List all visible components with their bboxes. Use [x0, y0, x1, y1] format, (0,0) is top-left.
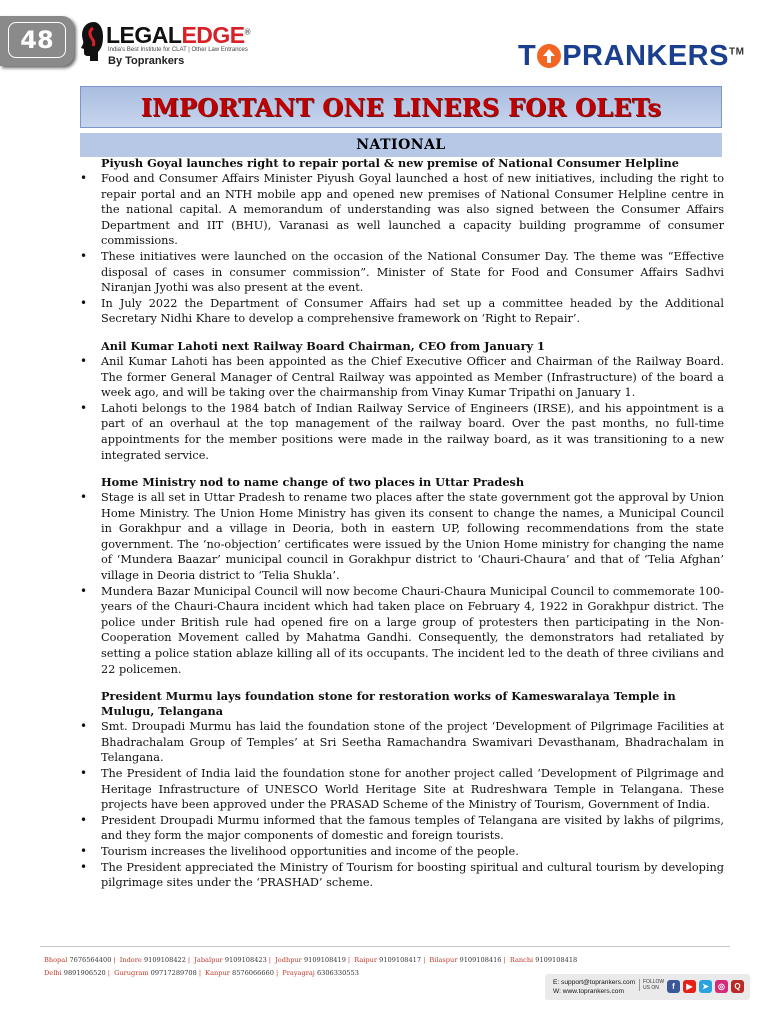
- phone-number[interactable]: 9891906520: [63, 969, 106, 977]
- bullet-item: • The President appreciated the Ministry of Tourism for boosting spiritual and cultural tourism by developing pilgrimage sites under the ‘PRASHAD’ scheme.: [78, 860, 724, 891]
- bullet-item: • Mundera Bazar Municipal Council will now become Chauri-Chaura Municipal Council to commemorate 100-years of the Chauri-Chaura incident which had taken place on February 4, 1922 in Gorakhpur district. The police under British rule had opened fire on a large group of protesters then participating in the Non-Cooperation Movement called by Mahatma Gandhi. Consequently, the demonstrators had retaliated by setting a police station ablaze killing all of its occupants. The incident led to the death of three civilians and 22 policemen.: [78, 584, 724, 678]
- phone-number[interactable]: 09717289708: [150, 969, 197, 977]
- bullet-list: [78, 490, 724, 677]
- support-email[interactable]: E: support@toprankers.com: [553, 979, 636, 986]
- city-name: Indore: [119, 956, 142, 964]
- legaledge-byline: By Toprankers: [108, 55, 185, 67]
- article: [78, 156, 724, 327]
- city-name: Kanpur: [205, 969, 230, 977]
- phone-number[interactable]: 9109108416: [459, 956, 502, 964]
- article: [78, 339, 724, 463]
- phone-number[interactable]: 9109108423: [224, 956, 267, 964]
- phone-number[interactable]: 8576066660: [232, 969, 274, 977]
- bullet-item: • Smt. Droupadi Murmu has laid the foundation stone of the project ‘Development of Pilgrimage Facilities at Bhadrachalam Group of Temples’ at Sri Seetha Ramachandra Swamivari Devasthanam, Bhadrachalam in Telangana.: [78, 719, 724, 766]
- toprankers-logo: [518, 40, 744, 73]
- article-headline: President Murmu lays foundation stone for restoration works of Kameswaralaya Temple in Mulugu, Telangana: [101, 689, 676, 719]
- phone-number[interactable]: 7676564400: [69, 956, 112, 964]
- phone-number[interactable]: 9109108417: [379, 956, 422, 964]
- article: [78, 475, 724, 677]
- quora-icon[interactable]: Q: [731, 980, 744, 993]
- footer-divider: [40, 946, 730, 947]
- section-title: NATIONAL: [356, 137, 446, 153]
- bullet-item: • In July 2022 the Department of Consumer Affairs had set up a committee headed by the Additional Secretary Nidhi Khare to develop a comprehensive framework on ‘Right to Repair’.: [78, 296, 724, 327]
- bullet-item: • Lahoti belongs to the 1984 batch of Indian Railway Service of Engineers (IRSE), and his appointment is a part of an overhaul at the top management of the railway board. Over the past months, no full-time appointments for the member positions were made in the railway board, as it was transitioning to a new integrated service.: [78, 401, 724, 463]
- page-number-badge: [0, 16, 74, 66]
- bullet-item: • Food and Consumer Affairs Minister Piyush Goyal launched a host of new initiatives, including the right to repair portal and an NTH mobile app and opened new premises of National Consumer Helpline centre in the national capital. A memorandum of understanding was also signed between the Consumer Affairs Department and IIT (BHU), Varanasi as well launched a capacity building programme of consumer commissions.: [78, 171, 724, 249]
- article-list: [78, 156, 724, 891]
- city-name: Bhopal: [44, 956, 68, 964]
- article-headline: Anil Kumar Lahoti next Railway Board Chairman, CEO from January 1: [101, 338, 545, 353]
- city-name: Prayagraj: [282, 969, 315, 977]
- bullet-item: • Stage is all set in Uttar Pradesh to rename two places after the state government got the approval by Union Home Ministry. The Union Home Ministry has given its consent to change the names, a Municipal Council in Gorakhpur and a village in Deoria, both in eastern UP, following recommendations from the state government. The ‘no-objection’ certificates were issued by the Union Home ministry for changing the name of ‘Mundera Baazar’ municipal council in Gorakhpur district to ‘Chauri-Chaura’ and that of ‘Telia Afghan’ village in Deoria district to ‘Telia Shukla’.: [78, 490, 724, 584]
- legaledge-logo: [80, 20, 260, 70]
- bullet-item: • The President of India laid the foundation stone for another project called ‘Development of Pilgrimage and Heritage Infrastructure of UNESCO World Heritage Site at Rudreshwara Temple in Telangana. These projects have been approved under the PRASAD Scheme of the Ministry of Tourism, Government of India.: [78, 766, 724, 813]
- legaledge-tagline: India's Best Institute for CLAT | Other Law Entrances: [108, 47, 248, 53]
- toprankers-t: T: [518, 40, 537, 72]
- brand-legal: LEGAL: [106, 22, 182, 48]
- website-link[interactable]: W: www.toprankers.com: [553, 988, 624, 995]
- telegram-icon[interactable]: ➤: [699, 980, 712, 993]
- page-title: IMPORTANT ONE LINERS FOR OLETs: [140, 92, 662, 122]
- city-name: Ranchi: [509, 956, 534, 964]
- page-number: 48: [8, 22, 66, 58]
- contact-row-2: Delhi 9891906520 | Gurugram 09717289708 | Kanpur 8576066660 | Prayagraj 6306330553: [44, 969, 359, 977]
- contact-box: [545, 974, 750, 1000]
- city-name: Raipur: [354, 956, 378, 964]
- bullet-item: • These initiatives were launched on the occasion of the National Consumer Day. The theme was “Effective disposal of cases in consumer commission”. Minister of State for Food and Consumer Affairs Sadhvi Niranjan Jyothi was also present at the event.: [78, 249, 724, 296]
- article: [78, 689, 724, 891]
- contact-info: [553, 978, 635, 996]
- youtube-icon[interactable]: ▶: [683, 980, 696, 993]
- city-name: Gurugram: [114, 969, 149, 977]
- legaledge-wordmark: [106, 22, 250, 49]
- bullet-item: • Anil Kumar Lahoti has been appointed as the Chief Executive Officer and Chairman of the Railway Board. The former General Manager of Central Railway was appointed as Member (Infrastructure) of the board a week ago, and will be taking over the chairmanship from Vinay Kumar Tripathi on January 1.: [78, 354, 724, 401]
- phone-number[interactable]: 9109108422: [143, 956, 186, 964]
- phone-number[interactable]: 9109108418: [535, 956, 578, 964]
- brand-edge: EDGE: [181, 22, 245, 48]
- contact-row-1: Bhopal 7676564400 | Indore 9109108422 | Jabalpur 9109108423 | Jodhpur 9109108419 | Raipur 9109108417 | Bilaspur 9109108416 | Ranchi 9109108418: [44, 956, 578, 964]
- registered-mark: ®: [244, 27, 251, 37]
- facebook-icon[interactable]: f: [667, 980, 680, 993]
- bullet-item: • Tourism increases the livelihood opportunities and income of the people.: [78, 844, 724, 860]
- article-headline: Piyush Goyal launches right to repair portal & new premise of National Consumer Helpline: [101, 156, 679, 170]
- social-icons: [667, 980, 744, 993]
- phone-number[interactable]: 9109108419: [303, 956, 346, 964]
- toprankers-rest: PRANKERS: [562, 40, 729, 72]
- city-name: Delhi: [44, 969, 62, 977]
- city-name: Bilaspur: [429, 956, 458, 964]
- bullet-list: [78, 354, 724, 463]
- bullet-list: [78, 719, 724, 891]
- title-banner: [80, 86, 722, 128]
- footer-contacts: [44, 954, 577, 980]
- phone-number[interactable]: 6306330553: [316, 969, 359, 977]
- follow-label: FOLLOW US ON: [639, 979, 661, 991]
- article-headline: Home Ministry nod to name change of two places in Uttar Pradesh: [101, 475, 525, 490]
- instagram-icon[interactable]: ◎: [715, 980, 728, 993]
- section-header: [80, 133, 722, 157]
- trademark: TM: [728, 46, 745, 58]
- arrow-up-circle-icon: [537, 44, 561, 68]
- city-name: Jabalpur: [194, 956, 223, 964]
- city-name: Jodhpur: [275, 956, 302, 964]
- bullet-list: [78, 171, 724, 327]
- head-silhouette-icon: [80, 20, 104, 62]
- bullet-item: • President Droupadi Murmu informed that the famous temples of Telangana are visited by lakhs of pilgrims, and they form the major components of domestic and foreign tourists.: [78, 813, 724, 844]
